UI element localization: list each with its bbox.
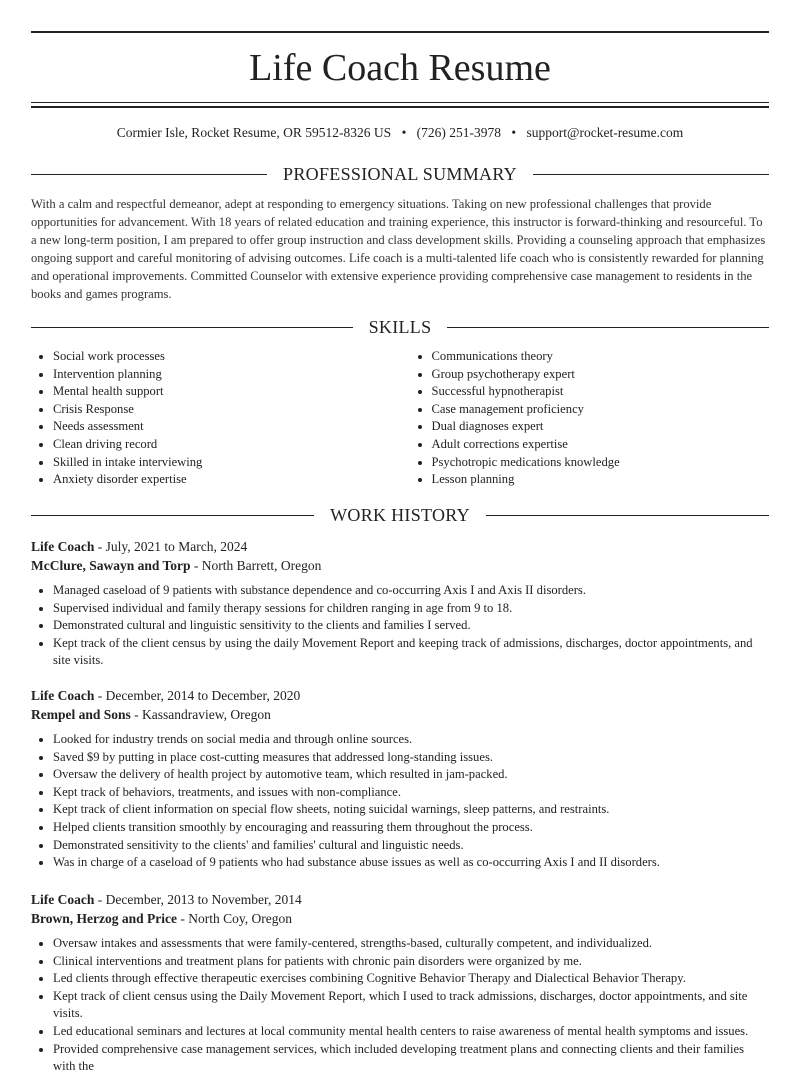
skill-item: • Intervention planning — [53, 366, 391, 384]
title-rule-lower — [31, 106, 769, 108]
job-dates: - December, 2014 to December, 2020 — [97, 688, 301, 703]
job-bullet: • Saved $9 by putting in place cost-cutting measures that addressed long-standing issues. — [53, 749, 769, 767]
summary-heading — [31, 163, 769, 185]
skill-item: • Anxiety disorder expertise — [53, 471, 391, 489]
heading-rule-left — [31, 515, 314, 516]
work-heading — [31, 504, 769, 526]
job-bullet: • Demonstrated cultural and linguistic sensitivity to the clients and families I served. — [53, 617, 769, 635]
skill-item: • Clean driving record — [53, 436, 391, 454]
skill-item: • Needs assessment — [53, 418, 391, 436]
page-title: Life Coach Resume — [249, 47, 551, 89]
skill-item: • Mental health support — [53, 383, 391, 401]
title-rule-upper — [31, 102, 769, 103]
job-title-line — [31, 686, 769, 705]
contact-phone: (726) 251-3978 — [416, 125, 502, 140]
job-location: - Kassandraview, Oregon — [134, 707, 271, 722]
skill-item: • Lesson planning — [432, 471, 770, 489]
job-bullet: • Kept track of the client census by using the daily Movement Report and keeping track of admissions, discharges, doctor appointments, and site visits. — [53, 635, 769, 670]
job-title: Life Coach — [31, 688, 95, 703]
skills-heading — [31, 316, 769, 338]
heading-rule-right — [533, 174, 769, 175]
skill-item: • Psychotropic medications knowledge — [432, 454, 770, 472]
job-bullet: • Demonstrated sensitivity to the clients' and families' cultural and linguistic needs. — [53, 837, 769, 855]
job-company-line — [31, 909, 769, 928]
contact-separator: • — [401, 125, 407, 140]
skill-item: • Crisis Response — [53, 401, 391, 419]
job-bullet: • Managed caseload of 9 patients with substance dependence and co-occurring Axis I and Axis II disorders. — [53, 582, 769, 600]
skills-column-left — [31, 348, 391, 489]
skills-list — [31, 348, 769, 489]
job-bullet: • Supervised individual and family therapy sessions for children ranging in age from 9 to 18. — [53, 600, 769, 618]
skills-column-right — [391, 348, 770, 489]
skill-item: • Communications theory — [432, 348, 770, 366]
job-company: Brown, Herzog and Price — [31, 911, 177, 926]
job-company-line — [31, 705, 769, 724]
contact-line — [31, 124, 769, 142]
summary-heading-label: PROFESSIONAL SUMMARY — [283, 164, 517, 184]
job-bullets — [31, 731, 769, 872]
heading-rule-left — [31, 327, 353, 328]
job-bullet: • Helped clients transition smoothly by encouraging and reassuring them throughout the process. — [53, 819, 769, 837]
job-bullet: • Oversaw the delivery of health project by automotive team, which resulted in jam-packed. — [53, 766, 769, 784]
skill-item: • Group psychotherapy expert — [432, 366, 770, 384]
job-title: Life Coach — [31, 539, 95, 554]
job-location: - North Barrett, Oregon — [193, 558, 322, 573]
skill-item: • Social work processes — [53, 348, 391, 366]
skill-item: • Successful hypnotherapist — [432, 383, 770, 401]
skill-item: • Adult corrections expertise — [432, 436, 770, 454]
job-location: - North Coy, Oregon — [180, 911, 292, 926]
job-company: Rempel and Sons — [31, 707, 131, 722]
job-entry — [31, 537, 769, 670]
job-title-line — [31, 537, 769, 556]
skills-heading-label: SKILLS — [368, 317, 432, 337]
job-bullet: • Provided comprehensive case management services, which included developing treatment plans and connecting clients and their families with the — [53, 1041, 769, 1076]
contact-separator: • — [511, 125, 517, 140]
job-bullets — [31, 935, 769, 1076]
top-rule — [31, 31, 769, 33]
skill-item: • Dual diagnoses expert — [432, 418, 770, 436]
heading-rule-right — [486, 515, 769, 516]
contact-address: Cormier Isle, Rocket Resume, OR 59512-8326 US — [116, 125, 392, 140]
skill-item: • Case management proficiency — [432, 401, 770, 419]
job-bullet: • Led educational seminars and lectures at local community mental health centers to raise awareness of mental health symptoms and issues. — [53, 1023, 769, 1041]
contact-email: support@rocket-resume.com — [526, 125, 684, 140]
job-entry — [31, 686, 769, 872]
skill-item: • Skilled in intake interviewing — [53, 454, 391, 472]
job-bullet: • Looked for industry trends on social media and through online sources. — [53, 731, 769, 749]
summary-text: With a calm and respectful demeanor, adept at responding to emergency situations. Taking on new professional challenges that provide opportunities for advancement. With 18 years of related education and training experience, this instructor is forward-thinking and resourceful. To a new long-term position, I am prepared to offer group instruction and class development skills. Providing a counseling approach that emphasizes ongoing support and careful monitoring of advising outcomes. Life coach is a multi-talented life coach who is consistently rewarded for planning and operational improvements. Committed Counselor with extensive experience providing comprehensive case management to residents in the books and games programs. — [31, 197, 766, 301]
job-company-line — [31, 556, 769, 575]
heading-rule-left — [31, 174, 267, 175]
job-bullet: • Kept track of client information on special flow sheets, noting suicidal warnings, sleep patterns, and restraints. — [53, 801, 769, 819]
job-bullet: • Was in charge of a caseload of 9 patients who had substance abuse issues as well as co-occurring Axis I and II disorders. — [53, 854, 769, 872]
job-title-line — [31, 890, 769, 909]
job-company: McClure, Sawayn and Torp — [31, 558, 191, 573]
job-title: Life Coach — [31, 892, 95, 907]
job-dates: - December, 2013 to November, 2014 — [97, 892, 302, 907]
work-heading-label: WORK HISTORY — [330, 505, 470, 525]
job-bullet: • Led clients through effective therapeutic exercises combining Cognitive Behavior Therapy and Dialectical Behavior Therapy. — [53, 970, 769, 988]
heading-rule-right — [447, 327, 769, 328]
job-bullet: • Clinical interventions and treatment plans for patients with chronic pain disorders were organized by me. — [53, 953, 769, 971]
job-bullet: • Kept track of behaviors, treatments, and issues with non-compliance. — [53, 784, 769, 802]
job-bullet: • Kept track of client census using the Daily Movement Report, which I used to track admissions, discharges, doctor appointments, and site visits. — [53, 988, 769, 1023]
job-bullet: • Oversaw intakes and assessments that were family-centered, strengths-based, culturally competent, and individualized. — [53, 935, 769, 953]
job-dates: - July, 2021 to March, 2024 — [97, 539, 248, 554]
job-entry — [31, 890, 769, 1076]
job-bullets — [31, 582, 769, 670]
